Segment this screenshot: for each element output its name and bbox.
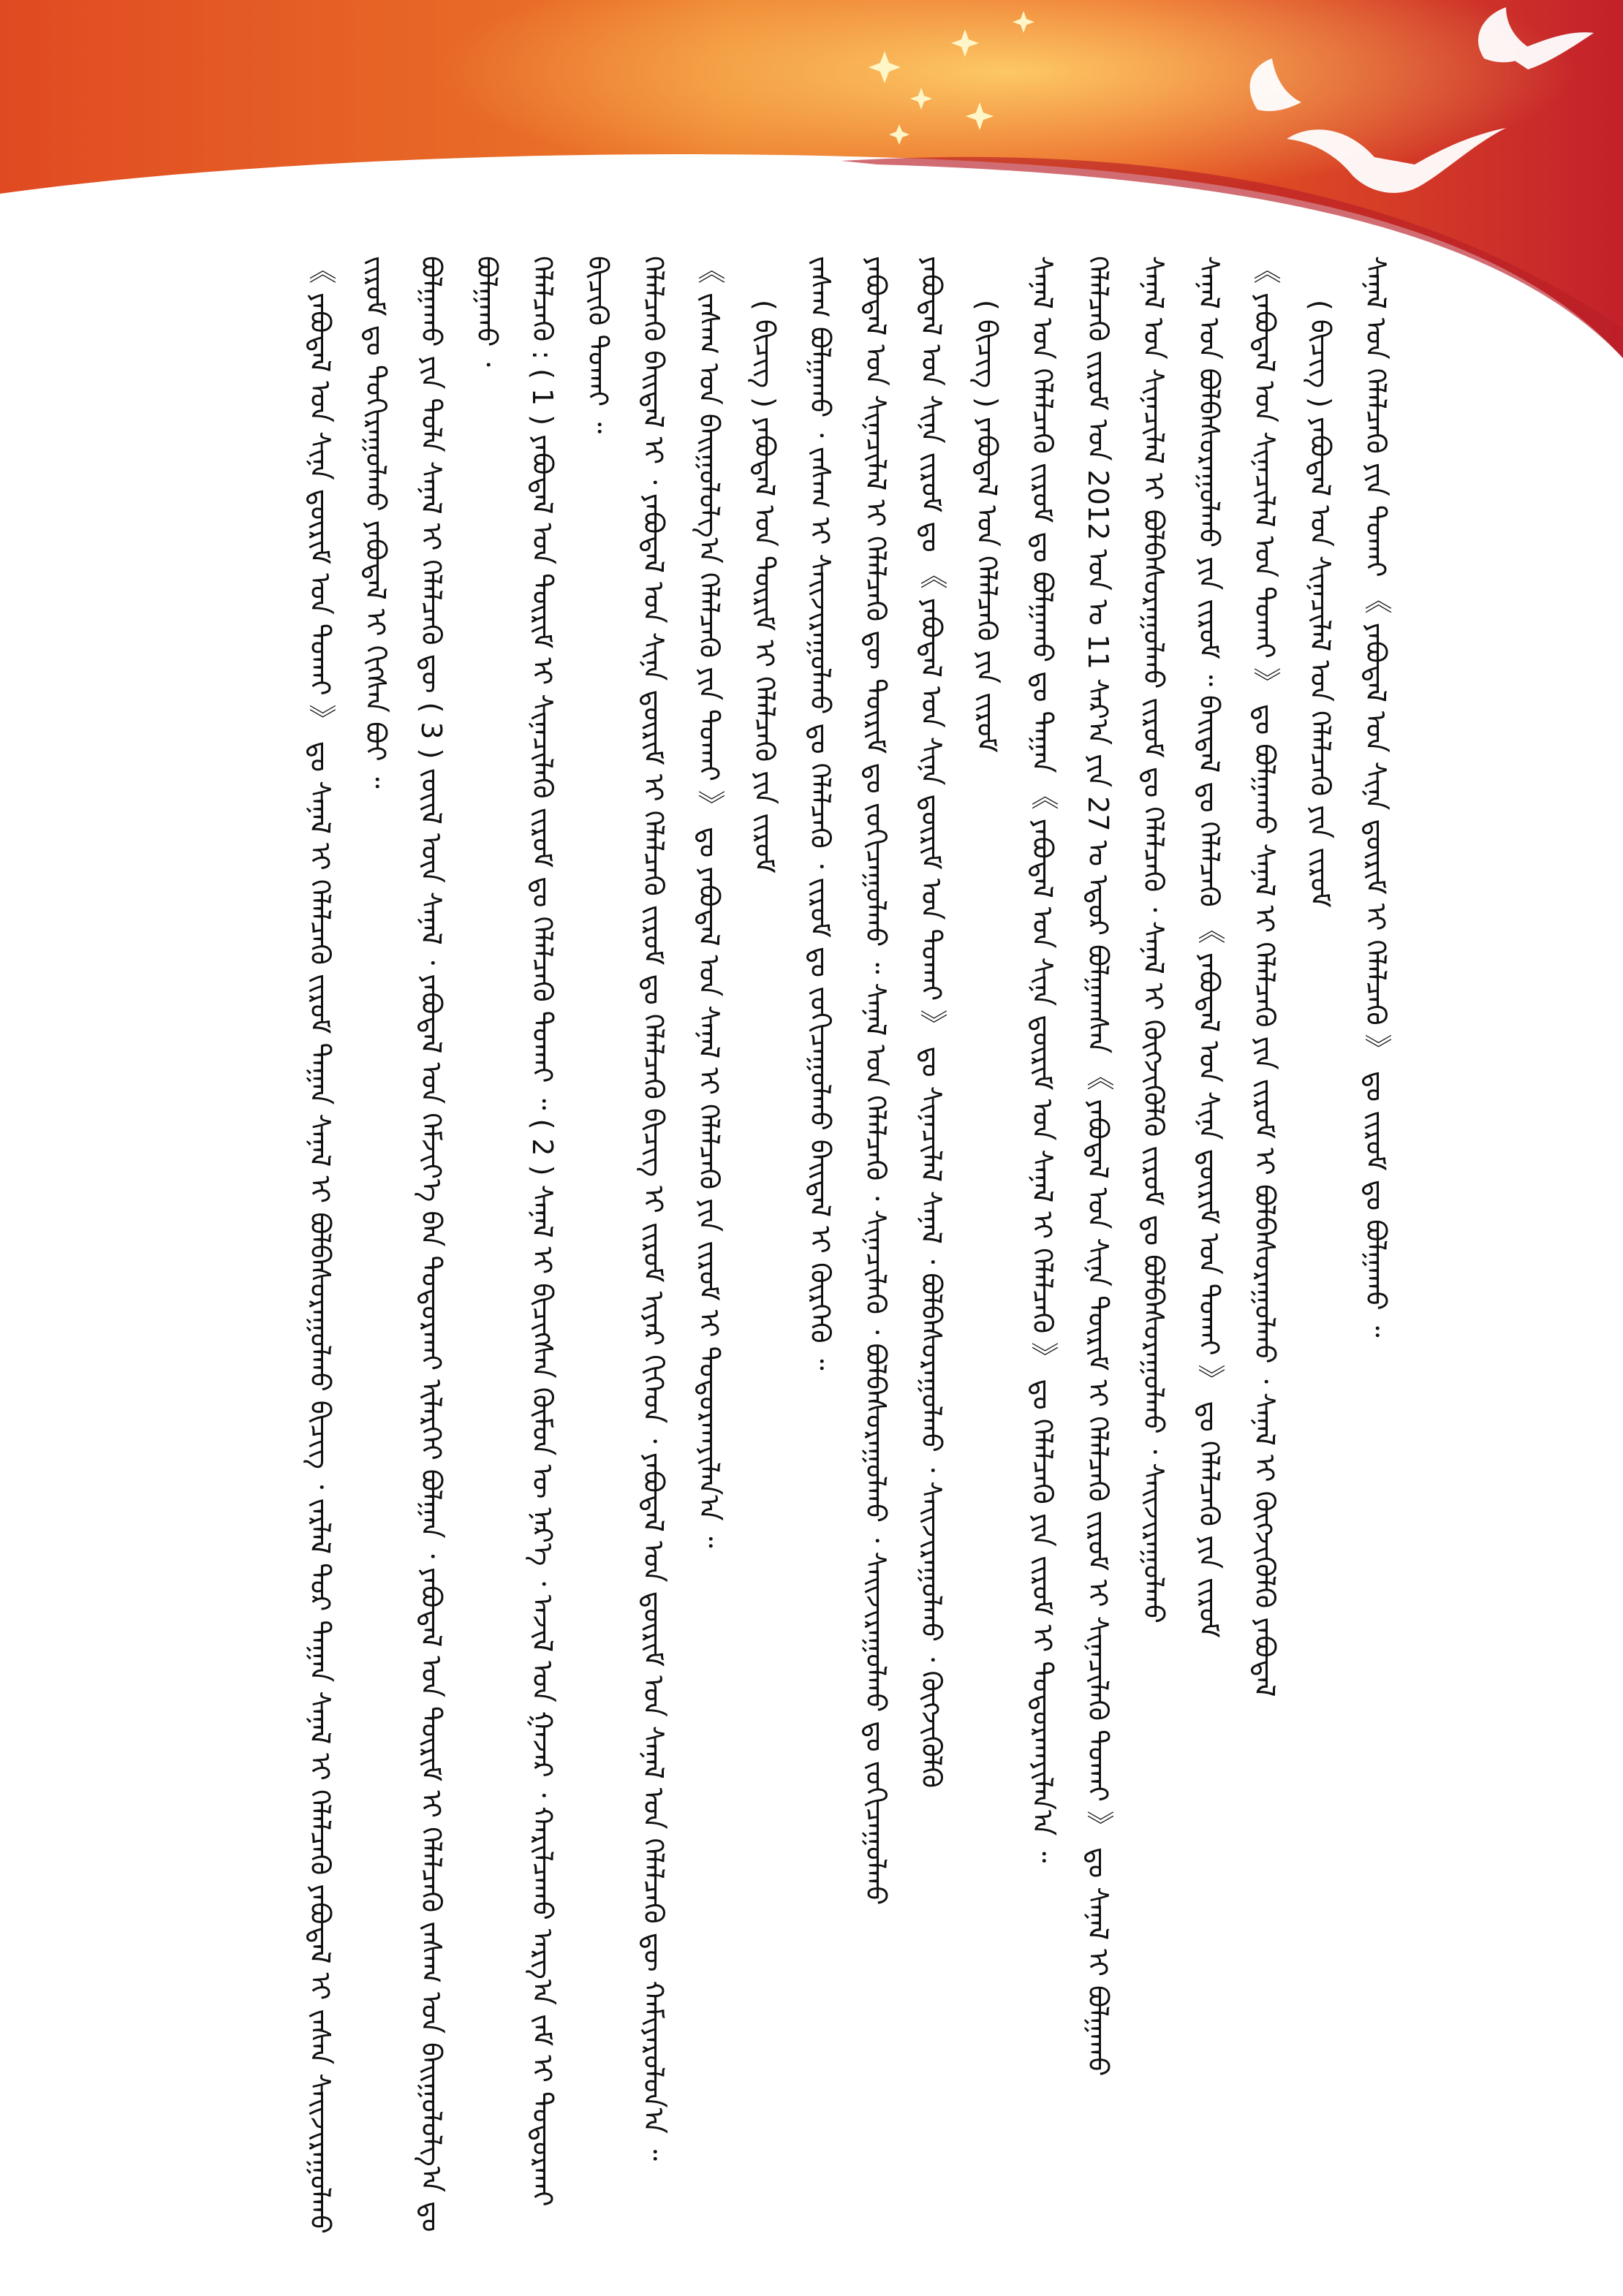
text-column: ᠬᠡᠯᠡᠯᠴᠡᠬᠦ : ( 1 ) ᠶᠠᠪᠤᠳᠠᠯ ᠤᠨ ᠳᠦᠷᠢᠮ ᠢ ᠰᠢᠨᠡᠴᠢᠯᠡᠬᠦ ᠵᠢᠷᠤᠮ ᠳᠤ ᠬᠡᠯᠡᠯᠴᠡᠬᠦ ᠲᠤᠬᠠᠢ ᠃ ( 2 ) ᠰᠠᠨᠠᠯ ᠢ ᠪᠢᠴᠢᠭᠰᠡᠨ ᠬᠦᠮᠦᠨ ᠦ ᠨᠡᠷ᠎ᠡ ᠂ ᠠᠵᠢᠯ ᠤᠨ ᠭᠠᠵᠠᠷ ᠂ ᠬᠠᠷᠢᠯᠴᠠᠬᠤ ᠠᠷᠭ᠎ᠠ ᠵᠠᠮ ᠢ ᠲᠣᠳᠣᠷᠬᠠᠶ ᠪᠢᠴᠢᠬᠦ ᠲᠤᠬᠠᠢ ᠃ bbox=[526, 256, 614, 2207]
text-column: 《 ᠶᠠᠪᠤᠳᠠᠯ ᠤᠨ ᠰᠢᠨᠡ ᠳ᠋ᠦᠷᠢᠮ ᠤᠨ ᠲᠤᠬᠠᠢ 》 ᠳᠤ ᠰᠠᠨᠠᠯ ᠢ ᠬᠡᠯᠡᠯᠴᠡᠬᠦ ᠵᠢᠷᠤᠮ ᠳᠠᠭᠠᠨ ᠰᠠᠨᠠᠯ ᠢ ᠪᠤᠯᠪᠠᠰᠤᠷᠠᠭᠤᠯᠬᠤ ᠪᠢᠴᠢᠭ᠌ ᠂ ᠵᠠᠷᠯᠠᠯ ᠳᠤᠷ ᠳᠠᠭᠠᠨ ᠰᠠᠨᠠᠯ ᠢ ᠬᠡᠯᠡᠯᠴᠡᠬᠦ ᠶᠠᠪᠤᠳᠠᠯ ᠢ ᠵᠠᠰᠠᠨ ᠰᠠᠢᠵᠢᠷᠠᠭᠤᠯᠬᠤ ᠵᠢᠷᠤᠮ ᠳᠤ ᠳᠤᠬᠢᠷᠠᠭᠤᠯᠬᠤ ᠶᠠᠪᠤᠳᠠᠯ ᠢ ᠬᠢᠭᠰᠡᠨ ᠪᠤᠢ ᠃ bbox=[304, 256, 392, 2234]
text-column: ᠰᠠᠨᠠᠯ ᠤᠨ ᠬᠡᠯᠡᠯᠴᠡᠬᠦ ᠵᠢᠷᠤᠮ ᠳᠤ ᠪᠤᠯᠭᠠᠬᠤ ᠳᠤ ᠳᠠᠭᠠᠨ 《 ᠶᠠᠪᠤᠳᠠᠯ ᠤᠨ ᠰᠢᠨᠡ ᠳ᠋ᠦᠷᠢᠮ ᠤᠨ ᠰᠠᠨᠠᠯ ᠢ ᠬᠡᠯᠡᠯᠴᠡᠬᠦ 》 ᠳᠤ ᠬᠡᠯᠡᠯᠴᠡᠬᠦ ᠶᠢᠨ ᠵᠢᠷᠤᠮ ᠢ ᠲᠣᠳᠣᠷᠬᠠᠶᠢᠯᠠᠨ᠎ᠠ ᠃ bbox=[1026, 256, 1059, 1863]
text-column: 《 ᠶᠠᠪᠤᠳᠠᠯ ᠤᠨ ᠰᠢᠨᠡᠴᠢᠯᠡᠯ ᠤᠨ ᠲᠤᠬᠠᠢ 》 ᠳᠤ ᠪᠤᠯᠭᠠᠬᠤ ᠰᠠᠨᠠᠯ ᠢ ᠬᠡᠯᠡᠯᠴᠡᠬᠦ ᠶᠢᠨ ᠵᠢᠷᠤᠮ ᠢ ᠪᠤᠯᠪᠠᠰᠤᠷᠠᠭᠤᠯᠬᠤ ᠂ ᠰᠠᠨᠠᠯ ᠢ ᠬᠦᠭᠵᠢᠭᠦᠯᠬᠦ ᠶᠠᠪᠤᠳᠠᠯ bbox=[1249, 256, 1281, 1697]
text-column: ᠵᠠᠰᠠᠭ ᠪᠤᠯᠭᠠᠬᠤ ᠂ ᠵᠠᠰᠠᠭ ᠢ ᠰᠠᠢᠵᠢᠷᠠᠭᠤᠯᠬᠤ ᠳᠤ ᠬᠡᠯᠡᠯᠴᠡᠬᠦ ᠂ ᠵᠢᠷᠤᠮ ᠳᠤ ᠵᠤᠬᠢᠴᠠᠭᠤᠯᠬᠤ ᠪᠠᠢᠳᠠᠯ ᠢ ᠬᠦᠷᠭᠡᠬᠦ ᠃ bbox=[804, 256, 836, 1371]
mongolian-text-body bbox=[292, 256, 1404, 2273]
text-column: ᠬᠡᠯᠡᠯᠴᠡᠬᠦ ᠵᠢᠷᠤᠮ ᠤᠨ 2012 ᠣᠨ ᠤ 11 ᠰᠠᠷ᠎ᠠ ᠶᠢᠨ 27 ᠤ ᠡᠳᠦᠷ ᠪᠤᠯᠭᠠᠭᠰᠠᠨ 《 ᠶᠠᠪᠤᠳᠠᠯ ᠤᠨ ᠰᠢᠨᠡ ᠳᠦᠷᠢᠮ ᠢ ᠬᠡᠯᠡᠯᠴᠡᠬᠦ ᠵᠢᠷᠤᠮ ᠢ ᠰᠢᠨᠡᠴᠢᠯᠡᠬᠦ ᠲᠤᠬᠠᠢ 》 ᠳᠤ ᠰᠠᠨᠠᠯ ᠢ ᠪᠤᠯᠭᠠᠬᠤ bbox=[1082, 256, 1114, 2077]
source-note: ( ᠪᠢᠴᠢᠭ᠌ ) ᠶᠠᠪᠤᠳᠠᠯ ᠤᠨ ᠬᠡᠯᠡᠯᠴᠡᠬᠦ ᠶᠢᠨ ᠵᠢᠷᠤᠮ bbox=[971, 300, 1003, 753]
text-column: ᠰᠠᠨᠠᠯ ᠤᠨ ᠬᠡᠯᠡᠯᠴᠡᠬᠦ ᠶᠢᠨ ᠲᠤᠬᠠᠢ 《 ᠶᠠᠪᠤᠳᠠᠯ ᠤᠨ ᠰᠢᠨᠡ ᠳ᠋ᠦᠷᠢᠮ ᠢ ᠬᠡᠯᠡᠯᠴᠡᠬᠦ 》 ᠳᠤ ᠵᠢᠷᠤᠮ ᠳᠤ ᠪᠤᠯᠭᠠᠬᠤ ᠃ bbox=[1360, 256, 1392, 1338]
text-column: 《 ᠵᠠᠰᠠᠭ ᠤᠨ ᠪᠠᠢᠭᠤᠯᠤᠯᠭ᠎ᠠ ᠬᠡᠯᠡᠯᠴᠡᠬᠦ ᠶᠢᠨ ᠲᠤᠬᠠᠢ 》 ᠳᠤ ᠶᠠᠪᠤᠳᠠᠯ ᠤᠨ ᠰᠠᠨᠠᠯ ᠢ ᠬᠡᠯᠡᠯᠴᠡᠬᠦ ᠶᠢᠨ ᠵᠢᠷᠤᠮ ᠢ ᠲᠣᠳᠣᠷᠬᠠᠶᠢᠯᠠᠨ᠎ᠠ ᠃ bbox=[693, 256, 725, 1548]
text-column: ᠶᠠᠪᠤᠳᠠᠯ ᠤᠨ ᠰᠢᠨᠡ ᠵᠢᠷᠤᠮ ᠳᠤ 《 ᠶᠠᠪᠤᠳᠠᠯ ᠤᠨ ᠰᠢᠨᠡ ᠳ᠋ᠦᠷᠢᠮ ᠤᠨ ᠲᠤᠬᠠᠢ 》 ᠳᠤ ᠰᠢᠨᠡᠴᠢᠯᠡᠯ ᠰᠠᠨᠠᠯ ᠂ ᠪᠤᠯᠪᠠᠰᠤᠷᠠᠭᠤᠯᠬᠤ ᠂ ᠰᠠᠢᠵᠢᠷᠠᠭᠤᠯᠬᠤ ᠂ ᠬᠦᠭᠵᠢᠭᠦᠯᠬᠦ bbox=[915, 256, 947, 1789]
text-column: ᠪᠤᠯᠭᠠᠬᠤ ᠶᠢᠨ ᠲᠤᠯᠠ ᠰᠠᠨᠠᠯ ᠢ ᠬᠡᠯᠡᠯᠴᠡᠬᠦ ᠳᠦ ( 3 ) ᠵᠦᠢᠯ ᠦᠨ ᠰᠠᠨᠠᠯ ᠂ ᠶᠠᠪᠤᠳᠠᠯ ᠤᠨ ᠬᠡᠮᠵᠢᠶ᠎ᠡ ᠪᠠᠨ ᠲᠣᠳᠣᠷᠬᠠᠶ ᠢᠯᠡᠷᠬᠡᠶ ᠪᠣᠯᠭᠠᠨ ᠂ ᠶᠠᠪᠤᠳᠠᠯ ᠤᠨ ᠳᠦᠷᠢᠮ ᠢ ᠬᠡᠯᠡᠯᠴᠡᠬᠦ ᠵᠠᠰᠠᠭ ᠤᠨ ᠪᠠᠢᠭᠤᠯᠤᠯᠭ᠎ᠠ ᠳᠤ ᠪᠤᠯᠭᠠᠬᠤ ᠂ bbox=[415, 256, 503, 2232]
text-column: ᠬᠡᠯᠡᠯᠴᠡᠬᠦ ᠪᠠᠢᠳᠠᠯ ᠢ ᠂ ᠶᠠᠪᠤᠳᠠᠯ ᠤᠨ ᠰᠢᠨᠡ ᠳ᠋ᠦᠷᠢᠮ ᠢ ᠬᠡᠯᠡᠯᠴᠡᠬᠦ ᠵᠢᠷᠤᠮ ᠳᠤ ᠬᠡᠯᠡᠯᠴᠡᠬᠦ ᠪᠢᠴᠢᠭ᠌ ᠢ ᠵᠢᠷᠤᠮ ᠢᠶᠠᠷ ᠬᠢᠭᠡᠳ ᠂ ᠶᠠᠪᠤᠳᠠᠯ ᠤᠨ ᠳ᠋ᠦᠷᠢᠮ ᠤᠨ ᠰᠠᠨᠠᠯ ᠤᠨ ᠬᠡᠯᠡᠯᠴᠡᠬᠦ ᠳᠦ ᠬᠠᠮᠢᠶᠠᠷᠤᠯᠤᠨ᠎ᠠ ᠃ bbox=[638, 256, 670, 2162]
source-note: ( ᠪᠢᠴᠢᠭ᠌ ) ᠶᠠᠪᠤᠳᠠᠯ ᠤᠨ ᠰᠢᠨᠡᠴᠢᠯᠡᠯ ᠤᠨ ᠬᠡᠯᠡᠯᠴᠡᠬᠦ ᠶᠢᠨ ᠵᠢᠷᠤᠮ bbox=[1304, 300, 1336, 908]
text-column: ᠶᠠᠪᠤᠳᠠᠯ ᠤᠨ ᠰᠢᠨᠡᠴᠢᠯᠡᠯ ᠢ ᠬᠡᠯᠡᠯᠴᠡᠬᠦ ᠳᠦ ᠳᠦᠷᠢᠮ ᠳᠤ ᠵᠤᠬᠢᠴᠠᠭᠤᠯᠬᠤ ᠃ ᠰᠠᠨᠠᠯ ᠤᠨ ᠬᠡᠯᠡᠯᠴᠡᠬᠦ ᠂ ᠰᠢᠨᠡᠴᠢᠯᠡᠬᠦ ᠂ ᠪᠤᠯᠪᠠᠰᠤᠷᠠᠭᠤᠯᠬᠤ ᠂ ᠰᠠᠢᠵᠢᠷᠠᠭᠤᠯᠬᠤ ᠳᠤ ᠵᠤᠬᠢᠴᠠᠭᠤᠯᠬᠤ bbox=[860, 256, 892, 1906]
text-column: ᠰᠠᠨᠠᠯ ᠤᠨ ᠰᠢᠨᠡᠴᠢᠯᠡᠯ ᠢ ᠪᠤᠯᠪᠠᠰᠤᠷᠠᠭᠤᠯᠬᠤ ᠵᠢᠷᠤᠮ ᠳᠤ ᠬᠡᠯᠡᠯᠴᠡᠬᠦ ᠂ ᠰᠠᠨᠠᠯ ᠢ ᠬᠦᠭᠵᠢᠭᠦᠯᠬᠦ ᠵᠢᠷᠤᠮ ᠳᠤ ᠪᠤᠯᠪᠠᠰᠤᠷᠠᠭᠤᠯᠬᠤ ᠂ ᠰᠠᠢᠵᠢᠷᠠᠭᠤᠯᠬᠤ bbox=[1138, 256, 1170, 1624]
source-note: ( ᠪᠢᠴᠢᠭ᠌ ) ᠶᠠᠪᠤᠳᠠᠯ ᠤᠨ ᠳᠦᠷᠢᠮ ᠢ ᠬᠡᠯᠡᠯᠴᠡᠬᠦ ᠶᠢᠨ ᠵᠢᠷᠤᠮ bbox=[749, 300, 781, 874]
text-column: ᠰᠠᠨᠠᠯ ᠤᠨ ᠪᠤᠯᠪᠠᠰᠤᠷᠠᠭᠤᠯᠬᠤ ᠶᠢᠨ ᠵᠢᠷᠤᠮ ᠃ ᠪᠠᠢᠳᠠᠯ ᠳᠤ ᠬᠡᠯᠡᠯᠴᠡᠬᠦ 《 ᠶᠠᠪᠤᠳᠠᠯ ᠤᠨ ᠰᠢᠨᠡ ᠳ᠋ᠦᠷᠢᠮ ᠤᠨ ᠲᠤᠬᠠᠢ 》 ᠳᠤ ᠬᠡᠯᠡᠯᠴᠡᠬᠦ ᠶᠢᠨ ᠵᠢᠷᠤᠮ bbox=[1193, 256, 1225, 1638]
